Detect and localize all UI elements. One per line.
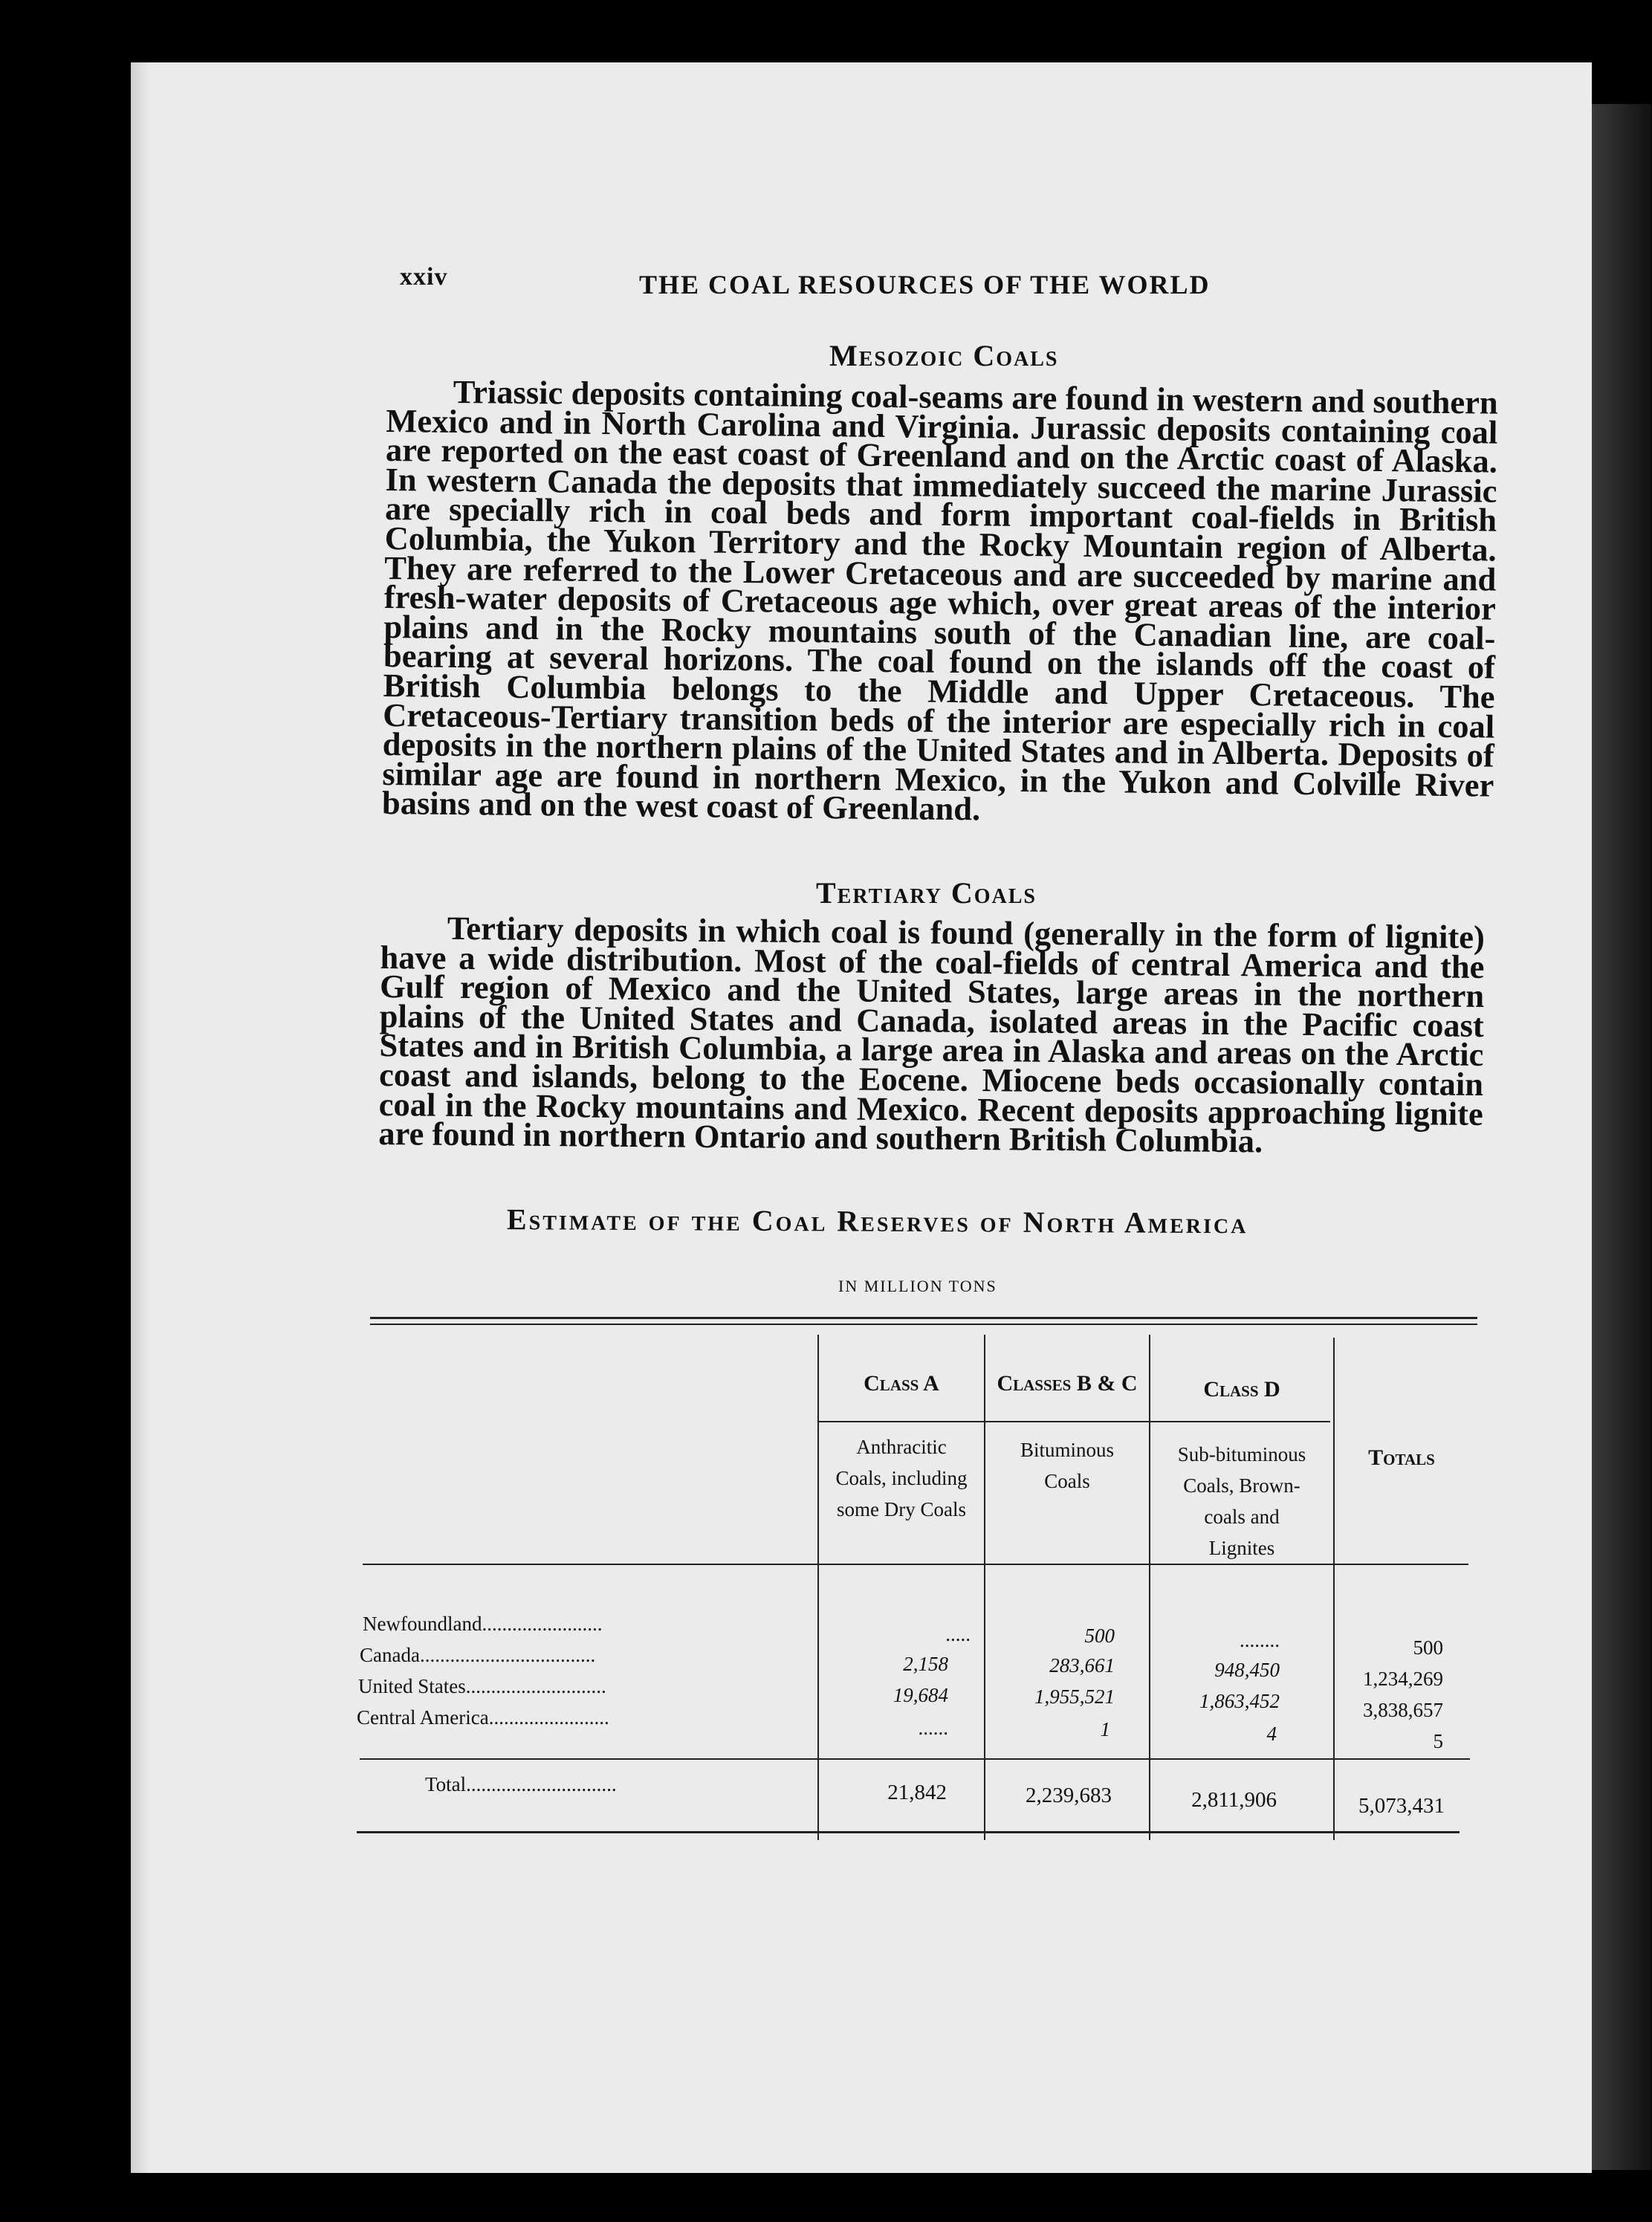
column-divider xyxy=(1333,1338,1335,1840)
running-head: THE COAL RESOURCES OF THE WORLD xyxy=(639,270,1211,299)
cell-newfoundland-a: ..... xyxy=(945,1623,971,1645)
cell-central-america-total: 5 xyxy=(1433,1730,1443,1752)
cell-grand-total: 5,073,431 xyxy=(1358,1794,1445,1818)
cell-central-america-a: ...... xyxy=(918,1717,948,1739)
cell-newfoundland-d: ........ xyxy=(1240,1629,1280,1651)
row-label-total: Total.............................. xyxy=(425,1773,617,1795)
table-units: IN MILLION TONS xyxy=(838,1277,997,1295)
cell-newfoundland-total: 500 xyxy=(1413,1636,1443,1659)
cell-central-america-bc: 1 xyxy=(1100,1718,1110,1740)
column-head-class-d: Class D xyxy=(1203,1377,1280,1402)
table-title: Estimate of the Coal Reserves of North America xyxy=(506,1202,1248,1240)
column-head-classes-bc: Classes B & C xyxy=(997,1371,1138,1396)
cell-us-total: 3,838,657 xyxy=(1363,1699,1443,1721)
cell-canada-total: 1,234,269 xyxy=(1363,1668,1443,1690)
cell-total-d: 2,811,906 xyxy=(1191,1788,1277,1812)
table-top-rule xyxy=(370,1317,1477,1319)
section-heading-mesozoic: Mesozoic Coals xyxy=(829,339,1059,372)
cell-canada-bc: 283,661 xyxy=(1049,1654,1115,1677)
cell-canada-d: 948,450 xyxy=(1214,1659,1280,1681)
paragraph-tertiary: Tertiary deposits in which coal is found (generally in the form of lignite) have a wide distribution. Most of the coal-fields of central America and the Gulf region of Mexico and the United States, large areas in the northern plains of the United States and Canada, isolated areas in the Pacific coast States and in British Columbia, a large area in Alaska and areas on the Arctic coast and islands, belong to the Eocene. Miocene beds occasionally contain coal in the Rocky mountains and Mexico. Recent deposits approaching lignite are found in northern Ontario and southern British Columbia. xyxy=(378,909,1485,1160)
column-divider xyxy=(984,1335,985,1840)
row-label-central-america: Central America........................ xyxy=(357,1706,609,1729)
table-bottom-rule xyxy=(357,1831,1460,1833)
section-heading-tertiary: Tertiary Coals xyxy=(816,876,1037,910)
table-top-rule-inner xyxy=(370,1324,1477,1325)
row-label-newfoundland: Newfoundland........................ xyxy=(363,1613,603,1635)
column-head-totals: Totals xyxy=(1368,1445,1435,1470)
column-sub-class-d: Sub-bituminous Coals, Brown- coals and Lignites xyxy=(1177,1443,1306,1559)
cell-us-d: 1,863,452 xyxy=(1199,1690,1280,1712)
row-label-united-states: United States............................ xyxy=(358,1675,606,1697)
header-subrule xyxy=(817,1421,1330,1422)
cell-newfoundland-bc: 500 xyxy=(1084,1625,1115,1647)
cell-canada-a: 2,158 xyxy=(903,1653,948,1675)
column-sub-classes-bc: Bituminous Coals xyxy=(1020,1439,1115,1492)
cell-us-bc: 1,955,521 xyxy=(1034,1685,1115,1708)
cell-total-a: 21,842 xyxy=(887,1781,947,1804)
column-head-class-a: Class A xyxy=(864,1371,939,1396)
cell-total-bc: 2,239,683 xyxy=(1026,1784,1112,1807)
paragraph-mesozoic: Triassic deposits containing coal-seams are found in western and southern Mexico and in North Carolina and Virginia. Jurassic deposits containing coal are reported on the east coast of Greenland and on the Arctic coast of Alaska. In western Canada the deposits that immediately succeed the marine Jurassic are specially rich in coal beds and form important coal-fields in British Columbia, the Yukon Territory and the Rocky Mountain region of Alberta. They are referred to the Lower Cretaceous and are succeeded by marine and fresh-water deposits of Cretaceous age which, over great areas of the interior plains and in the Rocky mountains south of the Canadian line, are coal-bearing at several horizons. The coal found on the islands off the coast of British Columbia belongs to the Middle and Upper Cretaceous. The Cretaceous-Tertiary transition beds of the interior are especially rich in coal deposits in the northern plains of the United States and in Alberta. Deposits of similar age are found in northern Mexico, in the Yukon and Colville River basins and on the west coast of Greenland. xyxy=(381,372,1498,828)
total-rule xyxy=(360,1758,1470,1760)
column-sub-class-a: Anthracitic Coals, including some Dry Coals xyxy=(835,1436,968,1520)
column-divider xyxy=(817,1335,819,1840)
column-divider xyxy=(1149,1335,1150,1840)
header-bottom-rule xyxy=(363,1564,1468,1565)
page-edge xyxy=(131,62,150,2173)
page-folio: xxiv xyxy=(400,263,448,291)
row-label-canada: Canada................................... xyxy=(360,1644,596,1666)
cell-central-america-d: 4 xyxy=(1266,1723,1277,1745)
scan-shadow xyxy=(1592,104,1651,2170)
cell-us-a: 19,684 xyxy=(893,1684,948,1706)
